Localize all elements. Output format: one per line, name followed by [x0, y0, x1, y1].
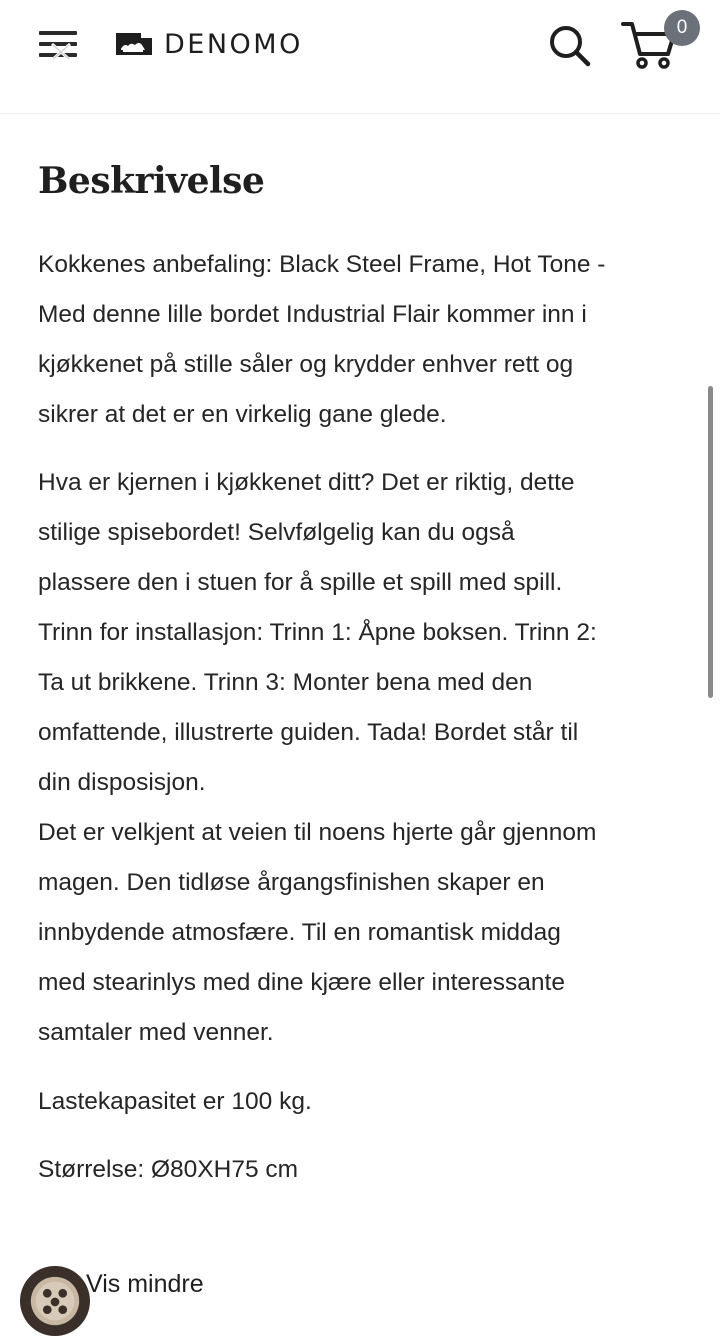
search-icon — [546, 22, 592, 68]
logo-text: DENOMO — [164, 28, 303, 60]
load-capacity-text: Lastekapasitet er 100 kg. — [38, 1088, 312, 1115]
scrollbar-thumb[interactable] — [708, 386, 713, 698]
site-logo[interactable] — [114, 26, 303, 62]
description-line: Kokkenes anbefaling: Black Steel Frame, Hot Tone - — [38, 251, 606, 278]
denomo-logo-icon — [114, 29, 156, 59]
description-line: sikrer at det er en virkelig gane glede. — [38, 401, 447, 428]
description-line: Trinn for installasjon: Trinn 1: Åpne boksen. Trinn 2: — [38, 619, 597, 646]
description-line: kjøkkenet på stille såler og krydder enhver rett og — [38, 351, 574, 378]
size-text: Størrelse: Ø80XH75 cm — [38, 1156, 299, 1183]
description-line: plassere den i stuen for å spille et spill med spill. — [38, 569, 563, 596]
search-button[interactable] — [546, 22, 592, 68]
description-line: Det er velkjent at veien til noens hjerte går gjennom — [38, 819, 597, 846]
description-line: omfattende, illustrerte guiden. Tada! Bordet står til — [38, 719, 579, 746]
show-less-link[interactable]: Vis mindre — [86, 1270, 204, 1298]
description-line: Ta ut brikkene. Trinn 3: Monter bena med den — [38, 669, 533, 696]
description-line: med stearinlys med dine kjære eller interessante — [38, 969, 565, 996]
description-line: stilige spisebordet! Selvfølgelig kan du også — [38, 519, 515, 546]
cookie-icon — [26, 1272, 84, 1330]
menu-button[interactable] — [36, 26, 80, 66]
description-line: din disposisjon. — [38, 769, 206, 796]
description-line: Med denne lille bordet Industrial Flair kommer inn i — [38, 301, 587, 328]
description-line: innbydende atmosfære. Til en romantisk middag — [38, 919, 561, 946]
description-line: samtaler med venner. — [38, 1019, 274, 1046]
site-header — [0, 0, 720, 114]
description-line: magen. Den tidløse årgangsfinishen skaper en — [38, 869, 545, 896]
close-icon — [48, 40, 74, 64]
cart-count-badge: 0 — [664, 10, 700, 46]
page-title: Beskrivelse — [38, 160, 265, 202]
menu-bar-top — [39, 31, 77, 35]
cookie-settings-button[interactable] — [20, 1266, 90, 1336]
product-description — [38, 240, 688, 1195]
description-line: Hva er kjernen i kjøkkenet ditt? Det er riktig, dette — [38, 469, 575, 496]
